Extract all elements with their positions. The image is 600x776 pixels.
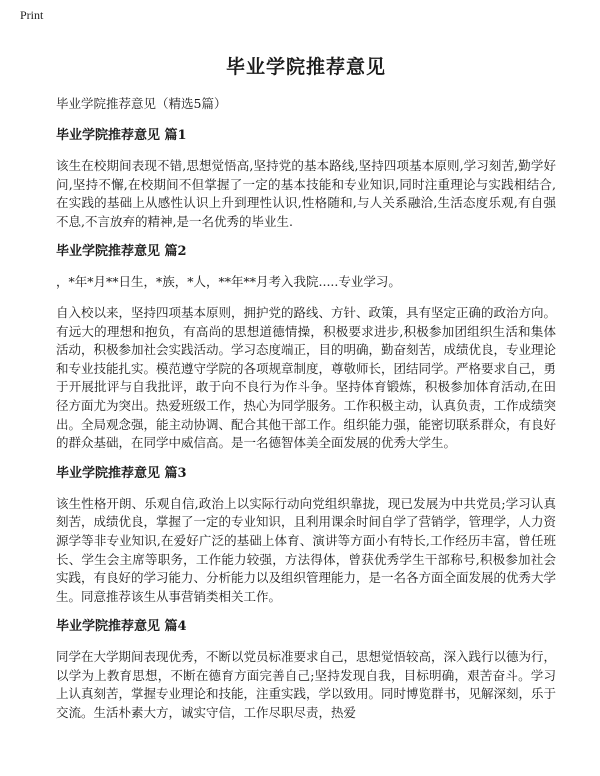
section-1-paragraph-1: 该生在校期间表现不错,思想觉悟高,坚持党的基本路线,坚持四项基本原则,学习刻苦,勤学好问,坚持不懈,在校期间不但掌握了一定的基本技能和专业知识,同时注重理论与实践相结合,在实践的基础上从感性认识上升到理性认识,性格随和,与人关系融洽,生活态度乐观,有自强不息,不言放弃的精神,是一名优秀的毕业生.	[56, 158, 556, 229]
section-heading-3: 毕业学院推荐意见 篇3	[56, 465, 187, 481]
section-4-paragraph-1: 同学在大学期间表现优秀，不断以党员标准要求自己，思想觉悟较高，深入践行以德为行，以学为上教育思想，不断在德育方面完善自己;坚持发现自我，目标明确，艰苦奋斗。学习上认真刻苦，掌握专业理论和技能，注重实践，学以致用。同时博览群书，见解深刻，乐于交流。生活朴素大方，诚实守信，工作尽职尽责，热爱	[56, 649, 557, 721]
section-2-paragraph-2: 自入校以来，坚持四项基本原则，拥护党的路线、方针、政策，具有坚定正确的政治方向。有远大的理想和抱负，有高尚的思想道德情操，积极要求进步,积极参加团组织生活和集体活动，积极参加社会实践活动。学习态度端正，目的明确，勤奋刻苦，成绩优良，专业理论和专业技能扎实。模范遵守学院的各项规章制度，尊敬师长，团结同学。严格要求自己，勇于开展批评与自我批评，敢于向不良行为作斗争。坚持体育锻炼，积极参加体育活动,在田径方面尤为突出。热爱班级工作，热心为同学服务。工作积极主动，认真负责，工作成绩突出。全局观念强，能主动协调、配合其他干部工作。组织能力强，能密切联系群众，有良好的群众基础，在同学中威信高。是一名德智体美全面发展的优秀大学生。	[56, 304, 557, 451]
section-heading-4: 毕业学院推荐意见 篇4	[56, 619, 187, 635]
section-3-paragraph-1: 该生性格开朗、乐观自信,政治上以实际行动向党组织靠拢，现已发展为中共党员;学习认真刻苦，成绩优良，掌握了一定的专业知识，且利用课余时间自学了营销学，管理学，人力资源学等非专业知识,在爱好广泛的基础上体育、演讲等方面小有特长,工作经历丰富，曾任班长、学生会主席等职务，工作能力较强，方法得体，曾获优秀学生干部称号,积极参加社会实践，有良好的学习能力、分析能力以及组织管理能力，是一名各方面全面发展的优秀大学生。同意推荐该生从事营销类相关工作。	[56, 495, 557, 604]
print-link[interactable]: Print	[20, 8, 44, 22]
document-subtitle: 毕业学院推荐意见（精选5篇）	[56, 96, 227, 111]
section-heading-2: 毕业学院推荐意见 篇2	[56, 244, 187, 260]
section-2-paragraph-1: ，*年*月**日生，*族，*人，**年**月考入我院.....专业学习。	[56, 274, 401, 290]
page-title: 毕业学院推荐意见	[225, 56, 386, 78]
document-body	[56, 30, 556, 735]
section-heading-1: 毕业学院推荐意见 篇1	[56, 128, 187, 143]
